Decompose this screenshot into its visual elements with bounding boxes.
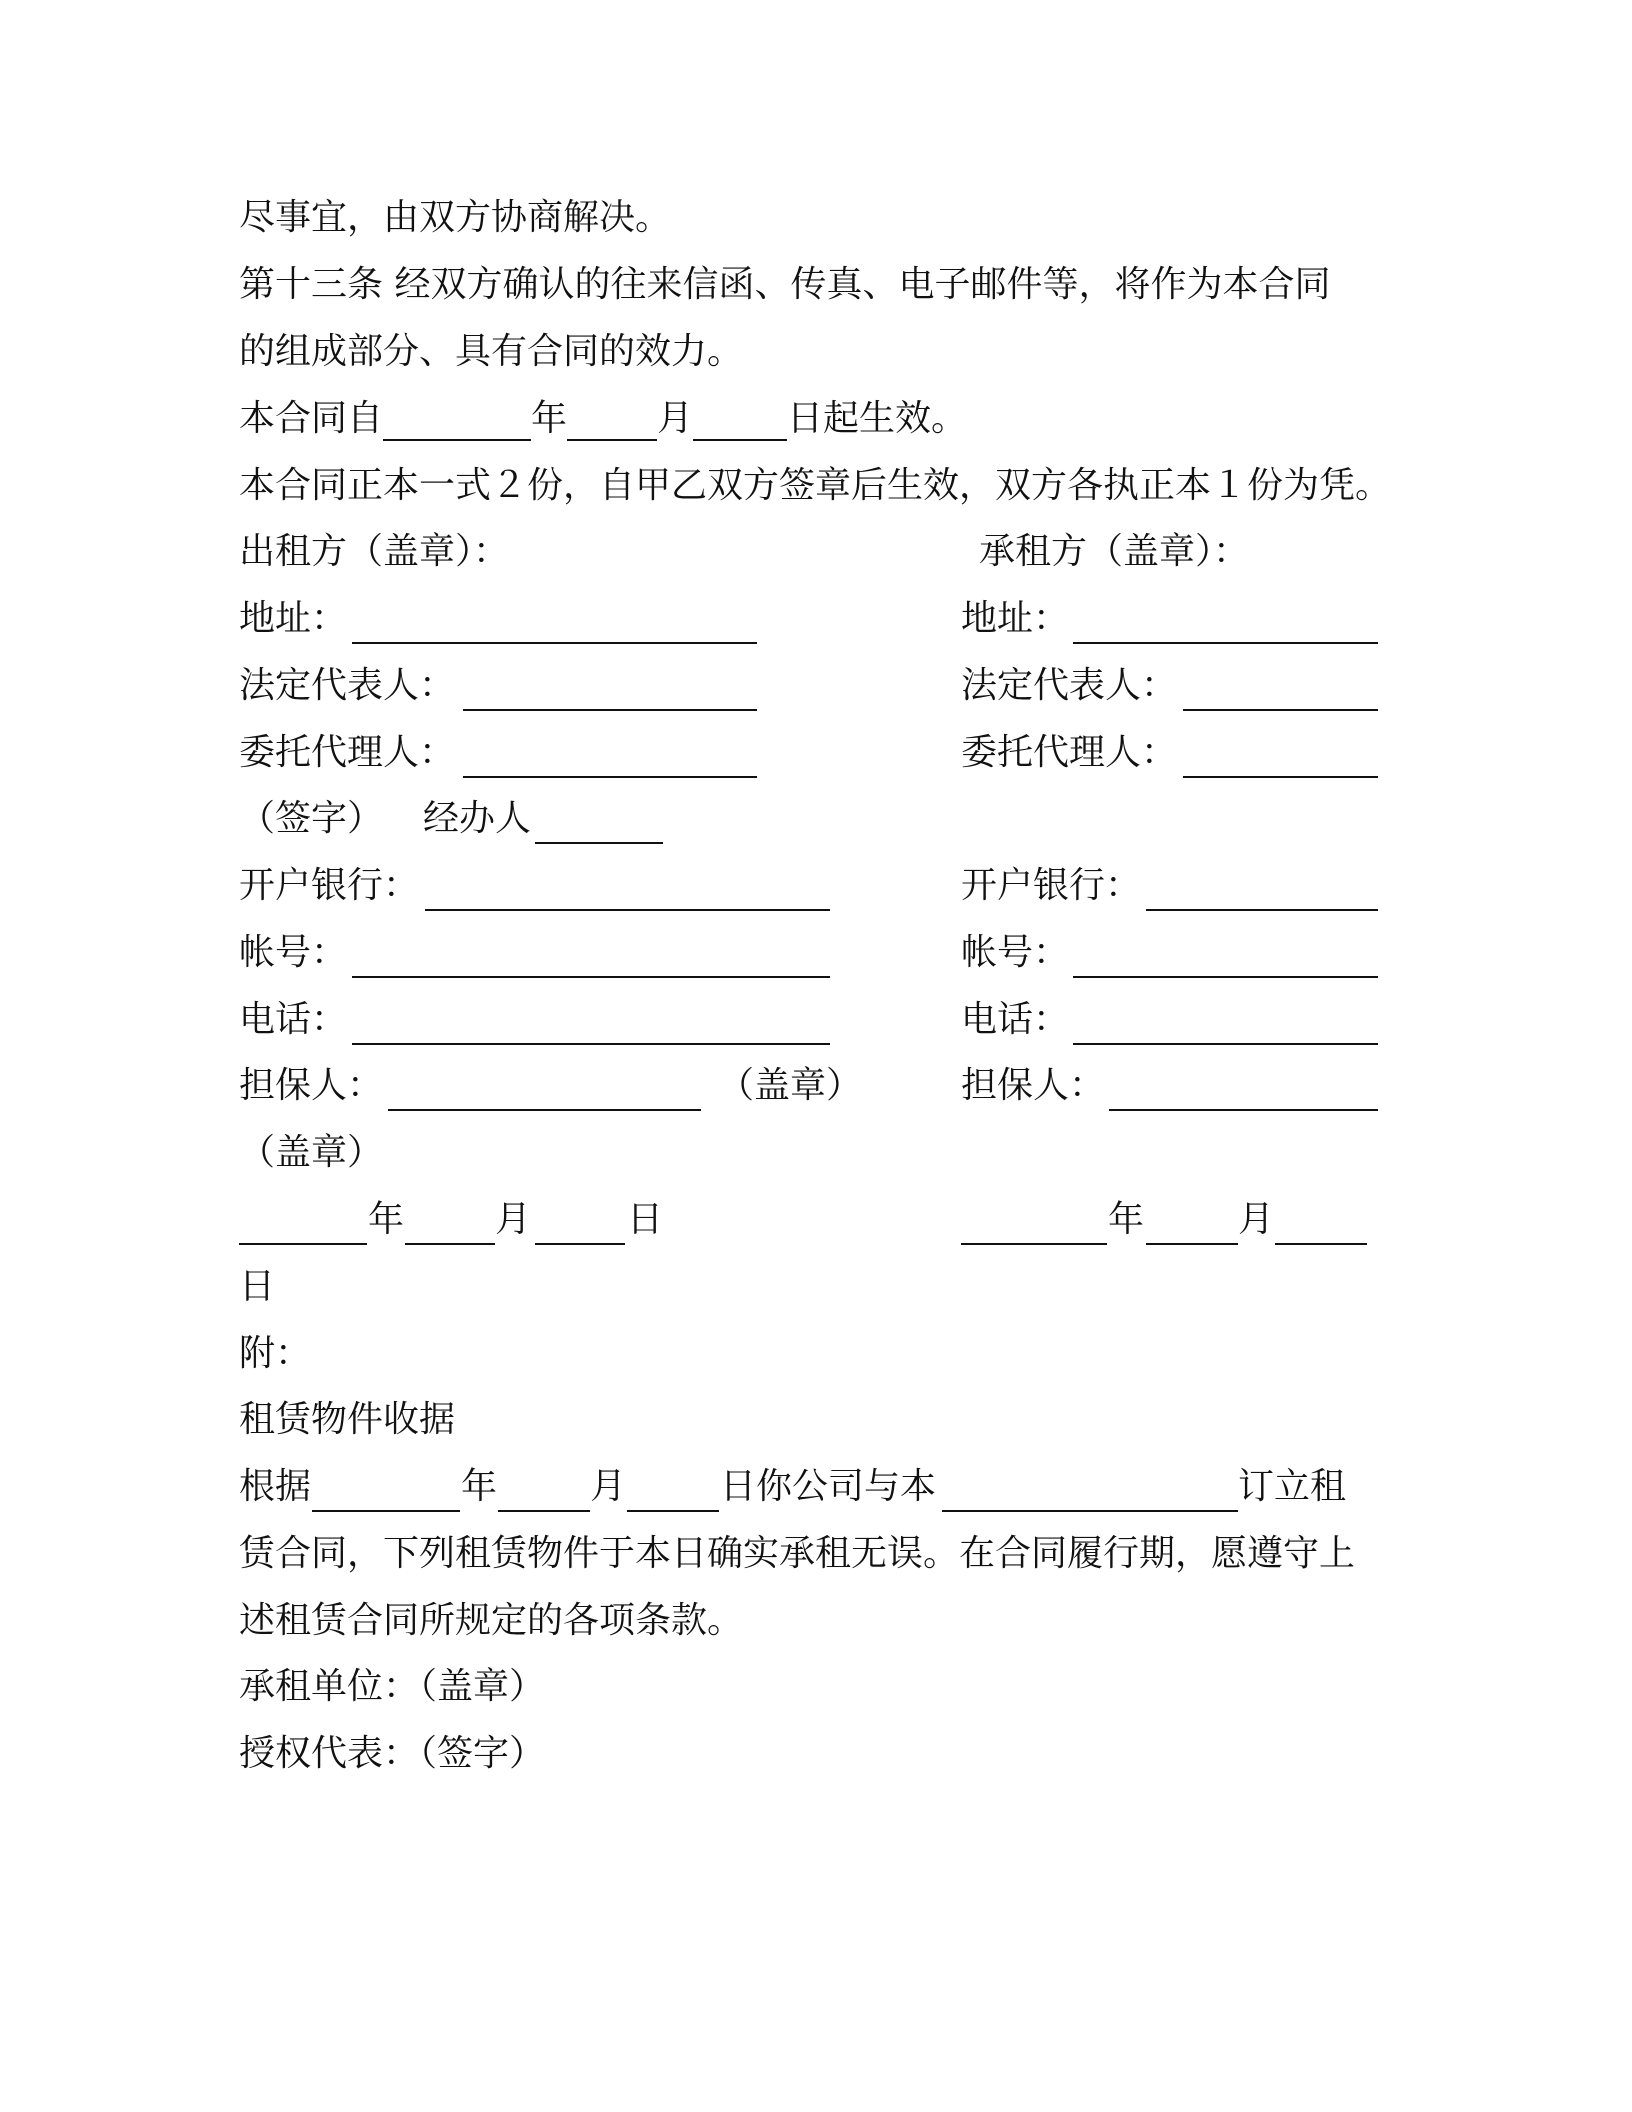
lessor-sign-month-blank[interactable] xyxy=(405,1243,495,1245)
lessor-title: 出租方（盖章）： xyxy=(239,531,510,572)
lessee-phone-label: 电话： xyxy=(961,999,1070,1040)
receipt-year-label: 年 xyxy=(461,1466,498,1507)
lessee-address-label: 地址： xyxy=(961,598,1070,639)
effective-date-prefix: 本合同自 xyxy=(239,398,384,439)
lessee-sign-month-blank[interactable] xyxy=(1146,1243,1238,1245)
lessee-account-field[interactable] xyxy=(1073,976,1378,978)
annex-label: 附： xyxy=(239,1333,312,1374)
lessor-sign-year-label: 年 xyxy=(368,1199,405,1240)
lessee-guarantor-field[interactable] xyxy=(1109,1109,1378,1111)
lessor-account-field[interactable] xyxy=(352,976,830,978)
lessee-sign-year-blank[interactable] xyxy=(961,1243,1107,1245)
lessor-address-label: 地址： xyxy=(239,598,348,639)
lessor-guarantor-seal: （盖章） xyxy=(718,1065,863,1106)
lessee-sign-month-label: 月 xyxy=(1238,1199,1275,1240)
lessor-sign-year-blank[interactable] xyxy=(239,1243,367,1245)
receipt-party-blank[interactable] xyxy=(942,1510,1238,1512)
lessee-bank-field[interactable] xyxy=(1146,909,1378,911)
lessee-legal-rep-label: 法定代表人： xyxy=(961,665,1178,706)
lessor-agent-field[interactable] xyxy=(463,776,757,778)
lessee-account-label: 帐号： xyxy=(961,932,1070,973)
lessee-sign-day-blank[interactable] xyxy=(1275,1243,1367,1245)
receipt-day-blank[interactable] xyxy=(627,1510,719,1512)
lessor-guarantor-label: 担保人： xyxy=(239,1065,384,1106)
lessor-handler-label: 经办人 xyxy=(423,798,532,839)
article-13-line-1: 第十三条 经双方确认的往来信函、传真、电子邮件等，将作为本合同 xyxy=(239,264,1331,305)
receipt-line-2: 赁合同，下列租赁物件于本日确实承租无误。在合同履行期，愿遵守上 xyxy=(239,1533,1356,1574)
lessor-seal-label: （盖章） xyxy=(239,1132,384,1173)
lessor-address-field[interactable] xyxy=(352,642,757,644)
lessor-sign-label: （签字） xyxy=(239,798,384,839)
lessor-phone-label: 电话： xyxy=(239,999,348,1040)
lessor-guarantor-field[interactable] xyxy=(388,1109,701,1111)
receipt-month-blank[interactable] xyxy=(498,1510,590,1512)
lessor-phone-field[interactable] xyxy=(352,1043,830,1045)
effective-month-blank[interactable] xyxy=(567,397,657,441)
effective-day-blank[interactable] xyxy=(693,397,787,441)
lessor-sign-day-label: 日 xyxy=(627,1199,664,1240)
lessee-title: 承租方（盖章）： xyxy=(979,531,1250,572)
receipt-year-blank[interactable] xyxy=(312,1510,460,1512)
lessee-address-field[interactable] xyxy=(1073,642,1378,644)
article-13-line-2: 的组成部分、具有合同的效力。 xyxy=(239,331,744,372)
lessee-bank-label: 开户银行： xyxy=(961,865,1142,906)
effective-date-line xyxy=(239,397,967,441)
lessor-agent-label: 委托代理人： xyxy=(239,732,456,773)
receipt-month-label: 月 xyxy=(590,1466,627,1507)
lessor-legal-rep-label: 法定代表人： xyxy=(239,665,456,706)
lessor-handler-field[interactable] xyxy=(535,842,663,844)
lessor-bank-field[interactable] xyxy=(425,909,830,911)
lessee-sign-day-label: 日 xyxy=(239,1266,276,1307)
copies-clause: 本合同正本一式２份，自甲乙双方签章后生效，双方各执正本１份为凭。 xyxy=(239,465,1392,506)
effective-year-blank[interactable] xyxy=(383,397,531,441)
lessor-legal-rep-field[interactable] xyxy=(463,709,757,711)
effective-date-suffix: 日起生效。 xyxy=(787,398,968,439)
lessee-guarantor-label: 担保人： xyxy=(961,1065,1106,1106)
lessor-bank-label: 开户银行： xyxy=(239,865,420,906)
lessee-legal-rep-field[interactable] xyxy=(1183,709,1378,711)
receipt-line-3: 述租赁合同所规定的各项条款。 xyxy=(239,1600,744,1641)
receipt-post-text: 订立租 xyxy=(1238,1466,1347,1507)
lessor-account-label: 帐号： xyxy=(239,932,348,973)
receipt-title: 租赁物件收据 xyxy=(239,1399,456,1440)
lessor-sign-day-blank[interactable] xyxy=(535,1243,625,1245)
lessee-agent-field[interactable] xyxy=(1183,776,1378,778)
effective-year-label: 年 xyxy=(531,398,568,439)
effective-month-label: 月 xyxy=(657,398,694,439)
lessee-unit-label: 承租单位：（盖章） xyxy=(239,1666,546,1707)
lessee-sign-year-label: 年 xyxy=(1108,1199,1145,1240)
receipt-date-line-label-pre: 根据 xyxy=(239,1466,312,1507)
lessee-phone-field[interactable] xyxy=(1073,1043,1378,1045)
lessee-agent-label: 委托代理人： xyxy=(961,732,1178,773)
receipt-mid-text: 日你公司与本 xyxy=(720,1466,937,1507)
authorized-rep-label: 授权代表：（签字） xyxy=(239,1733,546,1774)
clause-continuation: 尽事宜，由双方协商解决。 xyxy=(239,197,672,238)
lessor-sign-month-label: 月 xyxy=(495,1199,532,1240)
